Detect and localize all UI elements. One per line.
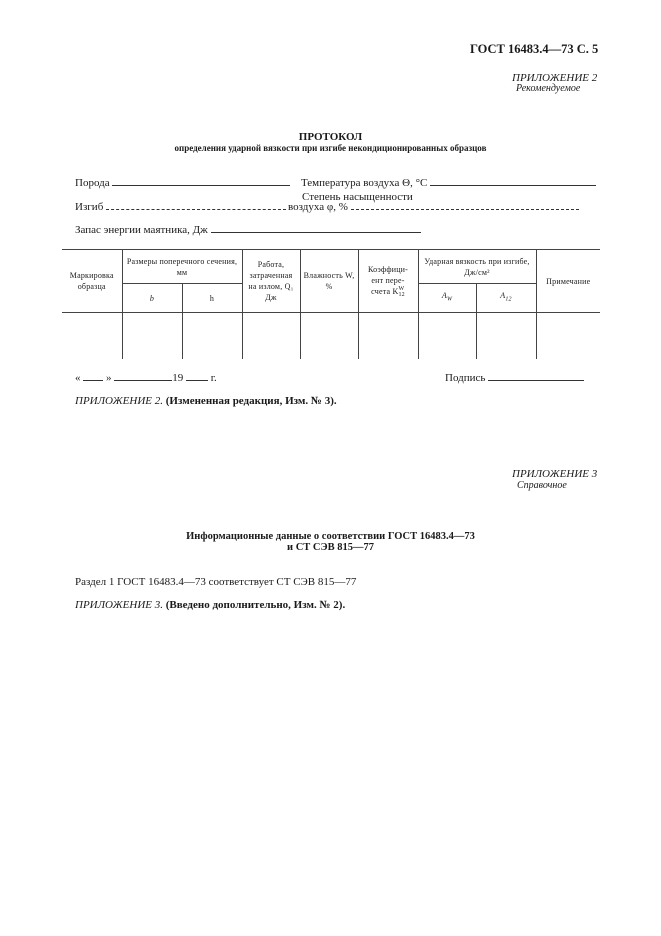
appendix3-heading-line1: Информационные данные о соответствии ГОСТ 16483.4—73 (186, 531, 475, 542)
col-coef-sup: W (398, 286, 405, 293)
field-saturation-line1: Степень насыщенности (302, 191, 413, 203)
field-energy-blank[interactable] (211, 232, 421, 233)
appendix3-amendment (75, 599, 345, 611)
col-aw-sub: W (446, 296, 453, 303)
col-marking: Маркировка образца (62, 250, 122, 313)
table-cell[interactable] (122, 313, 182, 359)
col-a12-sub: 12 (505, 296, 512, 303)
appendix3-body: Раздел 1 ГОСТ 16483.4—73 соответствует СТ СЭВ 815—77 (75, 576, 357, 588)
table-cell[interactable] (182, 313, 242, 359)
field-bend[interactable] (75, 201, 286, 213)
field-energy-label: Запас энергии маятника, Дж (75, 224, 208, 236)
field-breed-blank[interactable] (112, 185, 290, 186)
date-open-quote: « (75, 372, 81, 384)
col-coefficient (358, 250, 418, 313)
col-aw (418, 284, 476, 313)
table-cell[interactable] (536, 313, 600, 359)
col-moisture: Влажность W, % (300, 250, 358, 313)
protocol-subtitle: определения ударной вязкости при изгибе некондиционированных образцов (174, 143, 487, 153)
date-close-quote: » (106, 372, 112, 384)
protocol-table (62, 249, 600, 359)
field-bend-label: Изгиб (75, 201, 104, 213)
appendix2-amendment (75, 395, 337, 407)
date-day-blank[interactable] (83, 380, 103, 381)
appendix2-status: Рекомендуемое (516, 83, 581, 94)
field-saturation-label: воздуха φ, % (288, 201, 348, 213)
col-a12-label: A (500, 291, 506, 301)
date-year-prefix: 19 (172, 372, 184, 384)
page-reference: ГОСТ 16483.4—73 С. 5 (470, 42, 599, 56)
field-saturation[interactable] (288, 201, 579, 213)
col-coef-line3: счета K (371, 286, 399, 296)
field-air-temp-blank[interactable] (430, 185, 596, 186)
col-dimensions: Размеры поперечного сечения, мм (122, 250, 242, 284)
field-bend-blank[interactable] (106, 209, 286, 210)
appendix2-amendment-text: (Измененная редакция, Изм. № 3). (165, 395, 337, 407)
appendix2-title: ПРИЛОЖЕНИЕ 2 (512, 72, 598, 84)
table-cell[interactable] (358, 313, 418, 359)
signature-line[interactable] (445, 372, 584, 384)
col-aw-label: A (441, 291, 447, 301)
field-air-temp-label: Температура воздуха Θ, °С (301, 177, 428, 189)
col-toughness: Ударная вязкость при изгибе, Дж/см² (418, 250, 536, 284)
field-air-temp[interactable] (301, 177, 596, 189)
table-cell[interactable] (418, 313, 476, 359)
field-energy[interactable] (75, 224, 421, 236)
appendix3-title: ПРИЛОЖЕНИЕ 3 (512, 468, 598, 480)
col-a12 (476, 284, 536, 313)
appendix2-amendment-ref: ПРИЛОЖЕНИЕ 2. (75, 395, 163, 407)
col-work: Работа, затраченная на излом, Q₁ Дж (242, 250, 300, 313)
date-month-blank[interactable] (114, 380, 172, 381)
col-h: h (182, 284, 242, 313)
signature-blank[interactable] (488, 380, 584, 381)
table-cell[interactable] (62, 313, 122, 359)
appendix3-heading-line2: и СТ СЭВ 815—77 (287, 542, 374, 553)
field-saturation-blank[interactable] (351, 209, 579, 210)
field-breed-label: Порода (75, 177, 110, 189)
signature-label: Подпись (445, 372, 486, 384)
date-suffix: г. (210, 372, 217, 384)
table-cell[interactable] (300, 313, 358, 359)
field-breed[interactable] (75, 177, 290, 189)
col-coef-line1: Коэффици- (367, 264, 409, 274)
appendix3-amendment-text: (Введено дополнительно, Изм. № 2). (165, 599, 346, 611)
date-line[interactable] (75, 372, 217, 384)
col-coef-line2: ент пере- (371, 275, 405, 285)
appendix3-status: Справочное (517, 480, 567, 491)
table-cell[interactable] (476, 313, 536, 359)
appendix3-amendment-ref: ПРИЛОЖЕНИЕ 3. (75, 599, 163, 611)
col-coef-sub: 12 (398, 292, 405, 299)
col-b: b (122, 284, 182, 313)
col-note: Примечание (536, 250, 600, 313)
protocol-title: ПРОТОКОЛ (298, 131, 363, 143)
date-year-blank[interactable] (186, 380, 208, 381)
table-cell[interactable] (242, 313, 300, 359)
